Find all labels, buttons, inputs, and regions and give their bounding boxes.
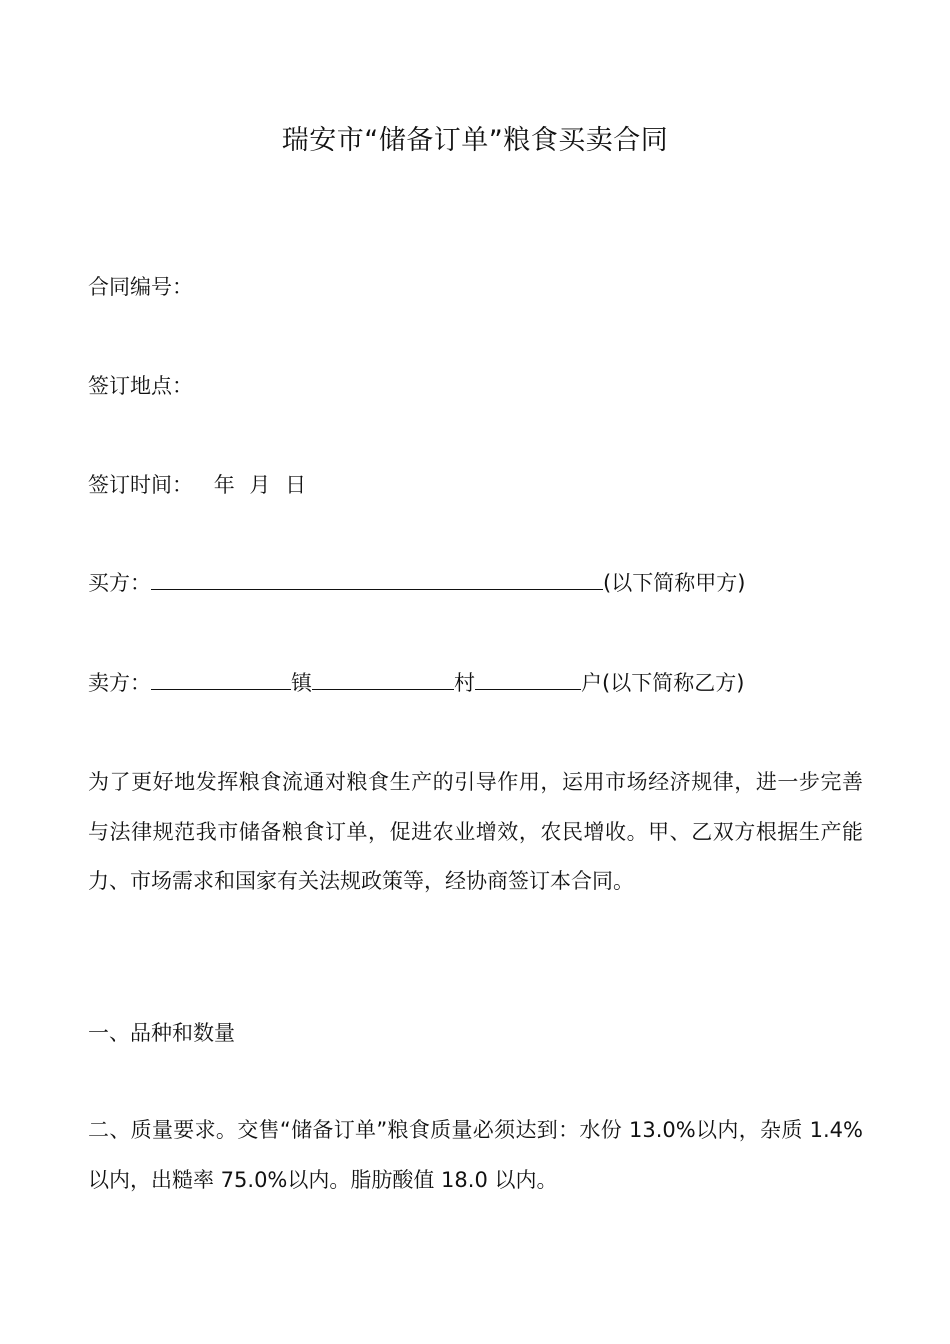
seller-town: 镇: [291, 671, 312, 695]
section-2-paragraph: 二、质量要求。交售“储备订单”粮食质量必须达到：水份 13.0%以内，杂质 1.4%以内，出糙率 75.0%以内。脂肪酸值 18.0 以内。: [88, 1118, 863, 1192]
signing-place-line: [88, 371, 193, 401]
intro-paragraph: 为了更好地发挥粮食流通对粮食生产的引导作用，运用市场经济规律，进一步完善与法律规范我市储备粮食订单，促进农业增效，农民增收。甲、乙双方根据生产能力、市场需求和国家有关法规政策等，经协商签订本合同。: [88, 770, 863, 893]
buyer-line: [88, 568, 745, 598]
document-title: 瑞安市“储备订单”粮食买卖合同: [281, 125, 669, 156]
buyer-blank: [151, 568, 603, 590]
time-day: 日: [285, 473, 307, 497]
seller-household: 户(以下简称乙方): [581, 671, 745, 695]
seller-line: [88, 668, 744, 698]
contract-number-label: 合同编号：: [88, 275, 193, 299]
seller-town-blank: [151, 668, 291, 690]
signing-time-label: 签订时间：: [88, 473, 193, 497]
seller-label: 卖方：: [88, 671, 151, 695]
signing-time-line: [88, 470, 306, 500]
contract-number-line: [88, 272, 193, 302]
buyer-label: 买方：: [88, 571, 151, 595]
buyer-suffix: (以下简称甲方): [603, 571, 746, 595]
time-month: 月: [249, 473, 271, 497]
seller-household-blank: [475, 668, 581, 690]
time-year: 年: [213, 473, 235, 497]
section-1-heading: 一、品种和数量: [88, 1021, 235, 1045]
seller-village-blank: [312, 668, 454, 690]
seller-village: 村: [454, 671, 475, 695]
signing-place-label: 签订地点：: [88, 374, 193, 398]
